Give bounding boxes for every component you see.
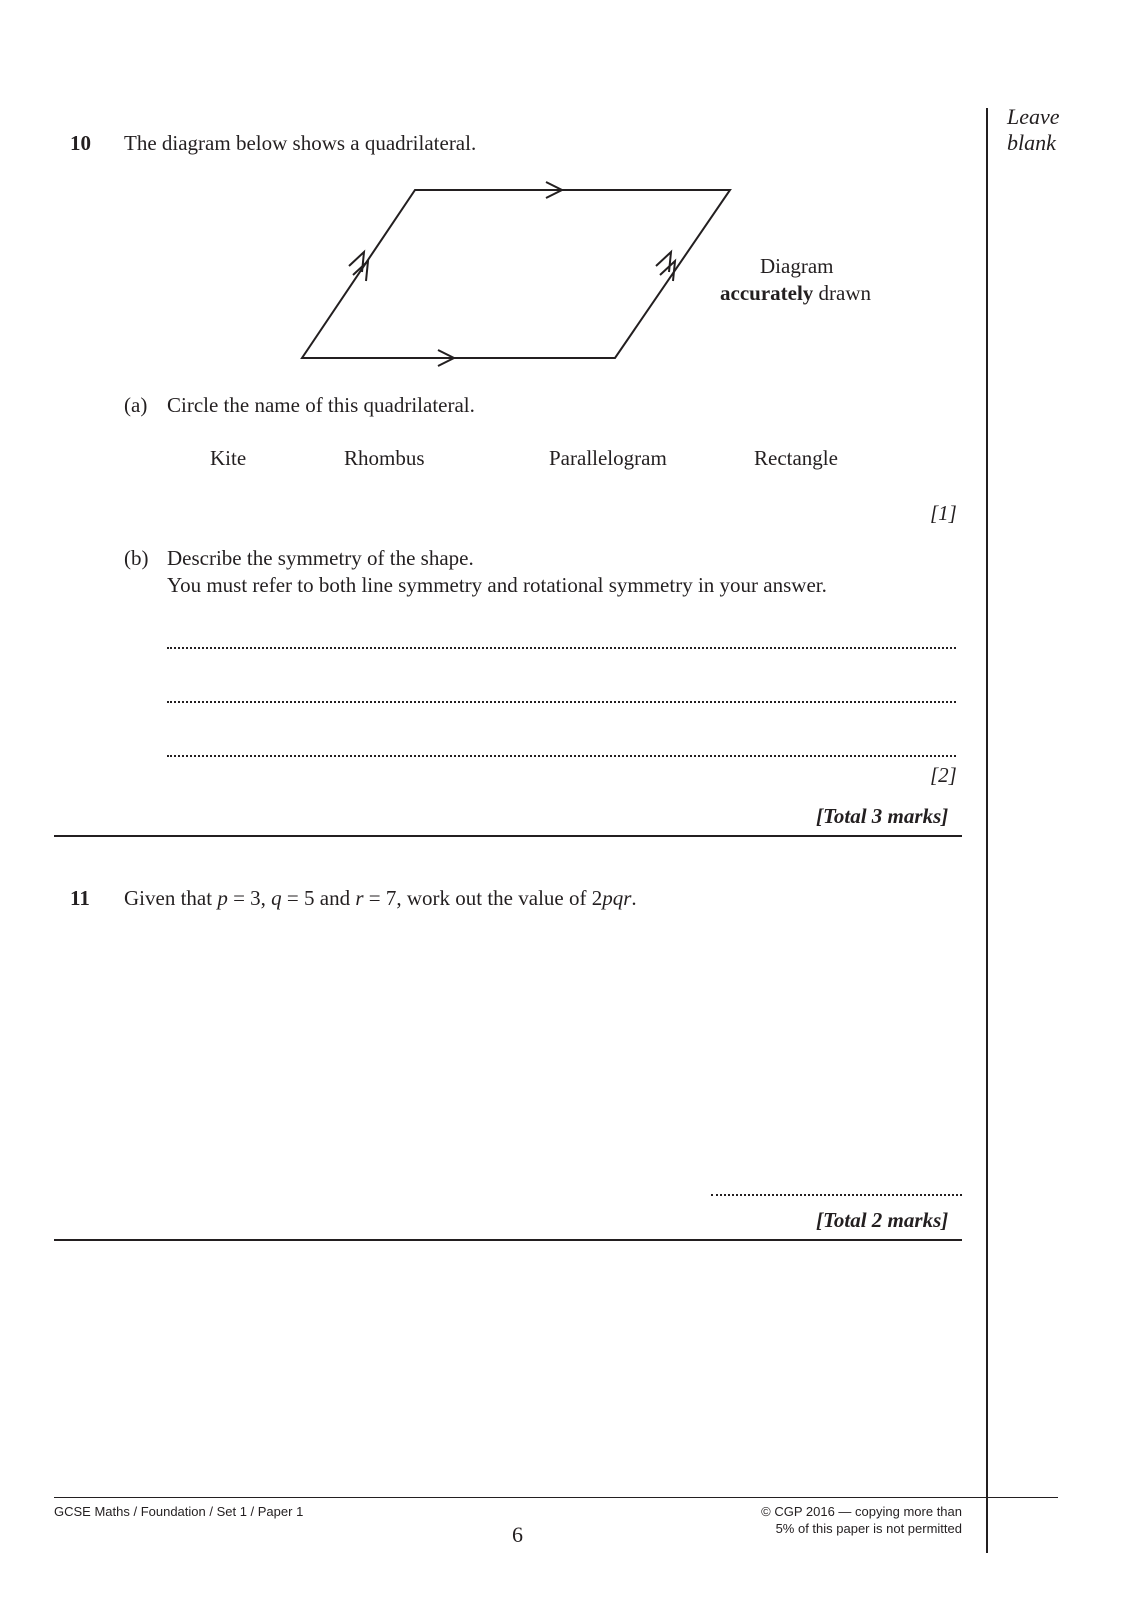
variable-q: q bbox=[271, 886, 282, 910]
question-11-answer-line[interactable] bbox=[711, 1194, 962, 1196]
option-rectangle[interactable]: Rectangle bbox=[754, 446, 838, 470]
right-side-double-arrow bbox=[656, 252, 675, 281]
copyright-line-2: 5% of this paper is not permitted bbox=[775, 1521, 962, 1536]
variable-p: p bbox=[217, 886, 228, 910]
question-11-text bbox=[124, 886, 637, 911]
leave-blank-label bbox=[1007, 104, 1060, 156]
footer-paper-info: GCSE Maths / Foundation / Set 1 / Paper 1 bbox=[54, 1504, 304, 1519]
footer-rule bbox=[54, 1497, 1058, 1498]
page-number: 6 bbox=[512, 1522, 523, 1547]
part-a-text: Circle the name of this quadrilateral. bbox=[167, 393, 475, 417]
part-b-marks: [2] bbox=[930, 763, 957, 787]
part-a-marks: [1] bbox=[930, 501, 957, 525]
question-10-stem: The diagram below shows a quadrilateral. bbox=[124, 131, 477, 155]
q11-text-part: = 5 and bbox=[281, 886, 356, 910]
question-11-number: 11 bbox=[70, 886, 90, 910]
variable-r: r bbox=[355, 886, 364, 910]
answer-line-3[interactable] bbox=[167, 755, 956, 757]
q11-text-part: . bbox=[631, 886, 637, 910]
diagram-note-bold: accurately bbox=[720, 281, 814, 305]
question-11-divider bbox=[54, 1239, 962, 1241]
answer-line-1[interactable] bbox=[167, 647, 956, 649]
blank-label: blank bbox=[1007, 130, 1056, 155]
diagram-note-line2 bbox=[720, 281, 871, 306]
answer-line-2[interactable] bbox=[167, 701, 956, 703]
question-10-total: [Total 3 marks] bbox=[816, 804, 949, 828]
leave-label: Leave bbox=[1007, 104, 1060, 129]
part-b-line1: Describe the symmetry of the shape. bbox=[167, 546, 474, 570]
option-kite[interactable]: Kite bbox=[210, 446, 247, 470]
question-10-divider bbox=[54, 835, 962, 837]
part-b-label: (b) bbox=[124, 546, 149, 570]
diagram-note-rest: drawn bbox=[813, 281, 872, 305]
leave-blank-margin-rule bbox=[986, 108, 988, 1553]
option-parallelogram[interactable]: Parallelogram bbox=[549, 446, 667, 470]
question-10-number: 10 bbox=[70, 131, 91, 155]
q11-text-part: = 3, bbox=[227, 886, 272, 910]
variable-pqr: pqr bbox=[602, 886, 632, 910]
part-b-line2: You must refer to both line symmetry and rotational symmetry in your answer. bbox=[167, 573, 827, 597]
question-11-total: [Total 2 marks] bbox=[816, 1208, 949, 1232]
copyright-line-1: © CGP 2016 — copying more than bbox=[761, 1504, 962, 1519]
option-rhombus[interactable]: Rhombus bbox=[344, 446, 425, 470]
part-a-label: (a) bbox=[124, 393, 148, 417]
q11-text-part: Given that bbox=[124, 886, 218, 910]
parallelogram-diagram bbox=[290, 180, 740, 370]
q11-text-part: = 7, work out the value of 2 bbox=[363, 886, 603, 910]
diagram-note-line1: Diagram bbox=[760, 254, 834, 278]
left-side-double-arrow bbox=[349, 252, 368, 281]
